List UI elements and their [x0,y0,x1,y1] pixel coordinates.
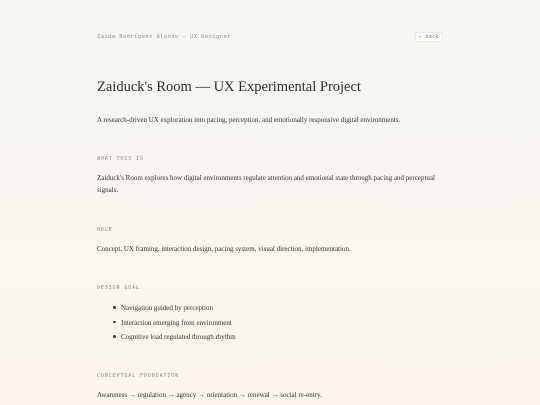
bullet-icon [113,321,116,324]
back-button[interactable]: ← back [415,32,443,42]
design-goal-list [97,301,236,345]
section-label-foundation: CONCEPTUAL FOUNDATION [97,373,180,379]
section-text-role: Concept, UX framing, interaction design, pacing system, visual direction, implementation. [97,245,351,253]
list-item [97,330,236,345]
bullet-icon [113,306,116,309]
bullet-icon [113,335,116,338]
project-page [97,0,443,405]
section-label-what: WHAT THIS IS [97,156,144,162]
author-credit: Zaida Rodríguez Alonso — UX Designer [97,34,232,40]
list-item [97,316,236,331]
section-text-foundation: Awareness → regulation → agency → orientation → renewal → social re-entry. [97,391,322,399]
page-title: Zaiduck's Room — UX Experimental Project [97,79,361,95]
list-item-label: Interaction emerging from environment [121,318,232,327]
section-label-role: ROLE [97,227,113,233]
section-text-what: Zaiduck's Room explores how digital environments regulate attention and emotional state through pacing and perceptual signals. [97,174,435,194]
project-intro: A research-driven UX exploration into pacing, perception, and emotionally responsive digital environments. [97,116,401,124]
section-label-goal: DESIGN GOAL [97,285,141,291]
list-item-label: Cognitive load regulated through rhythm [121,333,236,341]
top-bar [97,34,443,44]
list-item-label: Navigation guided by perception [121,304,213,312]
list-item [97,301,236,316]
